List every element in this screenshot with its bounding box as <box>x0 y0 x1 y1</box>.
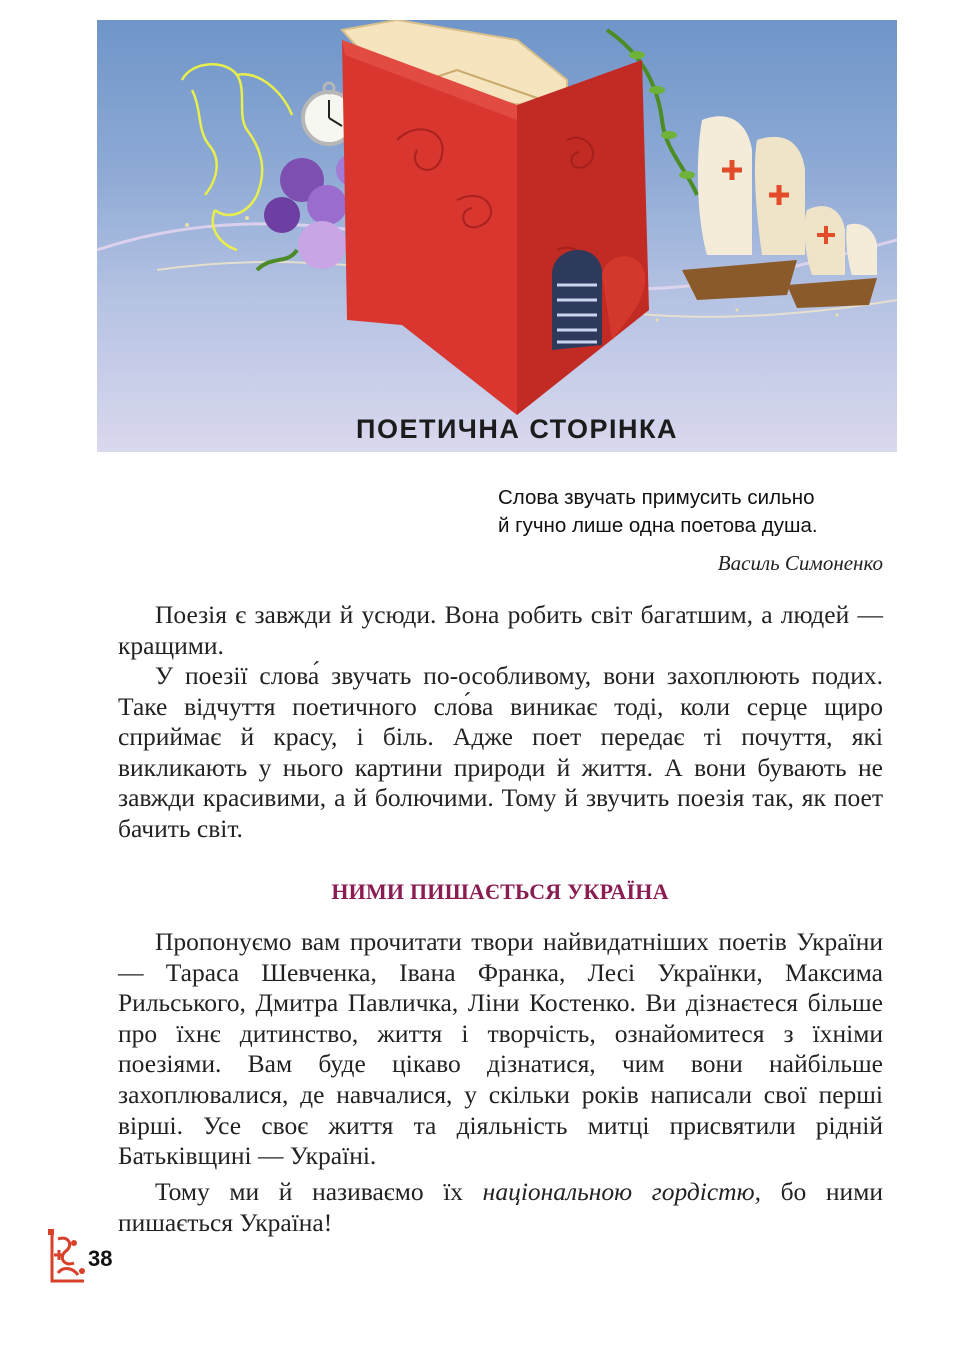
epigraph-line: й гучно лише одна поетова душа. <box>498 514 818 537</box>
page-number: 38 <box>88 1246 113 1271</box>
banner-title: ПОЕТИЧНА СТОРІНКА <box>356 414 678 444</box>
emphasis-text: національною гордістю, <box>482 1177 761 1206</box>
header-banner <box>97 20 897 452</box>
section-paragraph <box>118 1177 883 1238</box>
epigraph-author: Василь Симоненко <box>717 551 883 575</box>
book-illustration <box>97 20 897 452</box>
paragraph-text: У поезії слова́ звучать по-особливому, вони захоплюють подих. Таке відчуття поетичного сло́ва виникає тоді, коли серце щиро сприймає й красу, і біль. Адже поет передає ті почуття, які викликають у нього картини природи й життя. А вони бувають не завжди красивими, а й болючими. Тому й звучить поезія так, як поет бачить світ. <box>118 661 883 843</box>
sailing-ships-icon <box>682 116 877 308</box>
intro-paragraph <box>118 661 883 845</box>
epigraph <box>498 484 898 540</box>
intro-paragraph <box>118 600 883 661</box>
section-heading: НИМИ ПИШАЄТЬСЯ УКРАЇНА <box>331 879 669 904</box>
paragraph-text <box>118 1177 883 1238</box>
folk-ornament-icon <box>44 1225 92 1289</box>
paragraph-text: Поезія є завжди й усюди. Вона робить світ багатшим, а людей — кращими. <box>118 600 883 660</box>
paragraph-text: Пропонуємо вам прочитати твори найвидатніших поетів України — Тараса Шевченка, Івана Франка, Лесі Українки, Максима Рильського, Дмитра Павличка, Ліни Костенко. Ви дізнаєтеся більше про їхнє дитинство, життя і творчість, ознайомитеся з їхніми поезіями. Вам буде цікаво дізнатися, чим вони найбільше захоплювалися, де навчалися, у скільки років написали свої перші вірші. Усе своє життя та діяльність митці присвятили рідній Батьківщині — Україні. <box>118 927 883 1171</box>
paragraph-text-start: Тому ми й називаємо їх <box>155 1177 483 1206</box>
epigraph-line: Слова звучать примусить сильно <box>498 486 815 509</box>
section-paragraph <box>118 927 883 1172</box>
paragraph-text-end: бо ними пишається Україна! <box>118 1177 883 1237</box>
